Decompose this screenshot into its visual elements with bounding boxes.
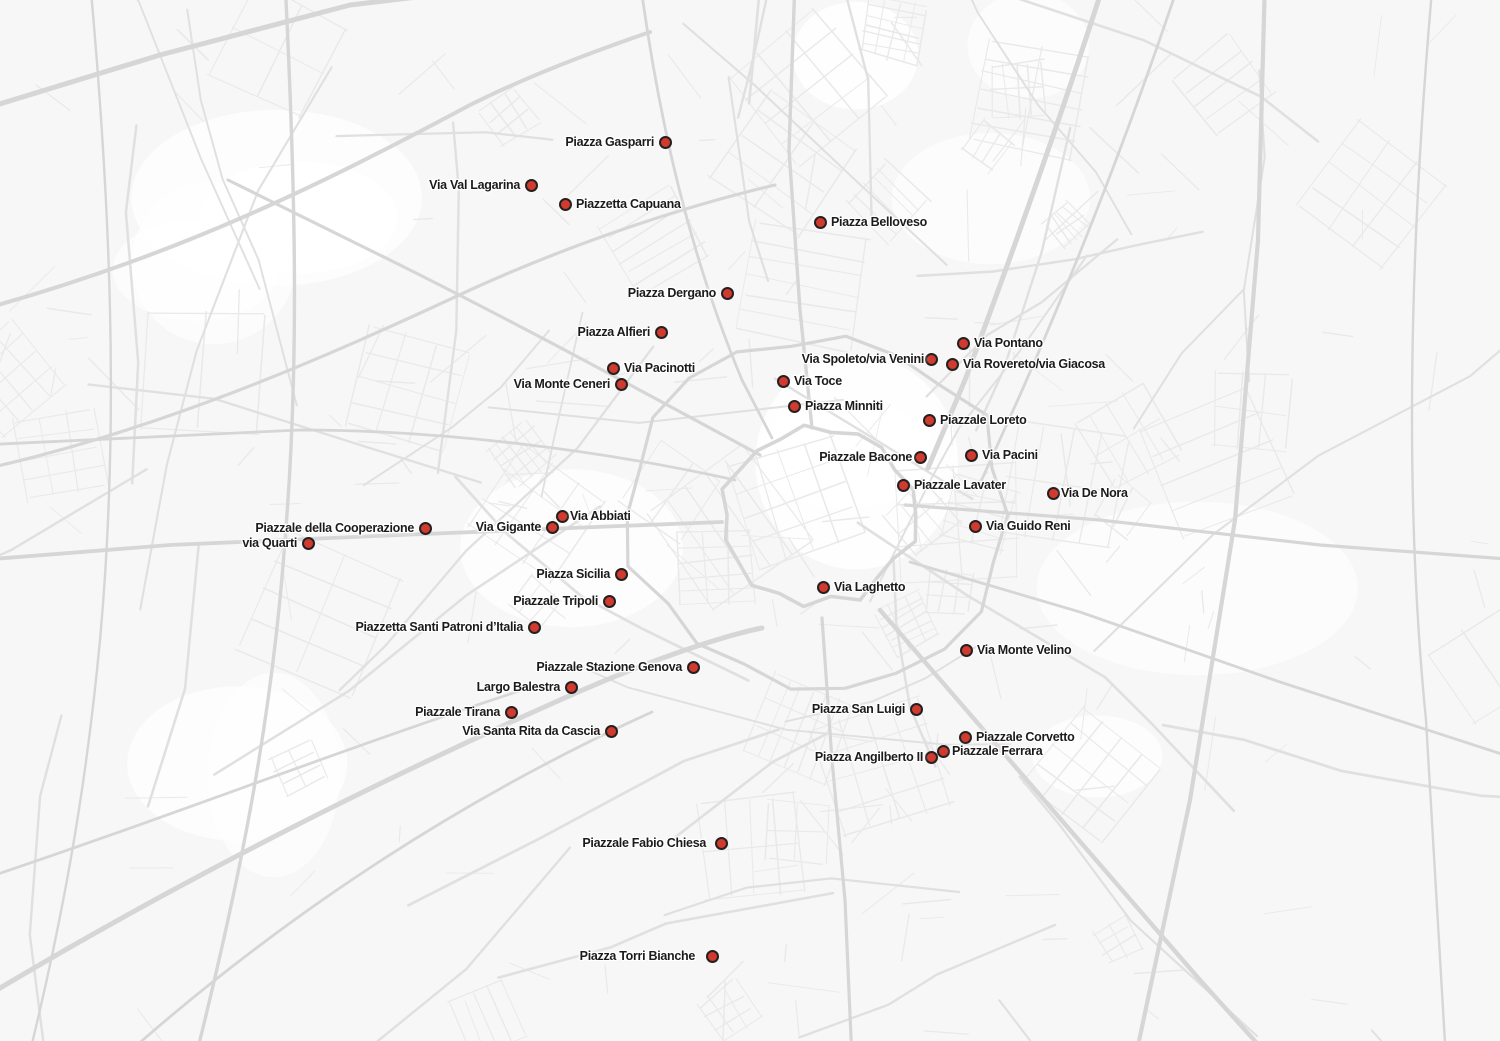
marker-label: Piazzale Corvetto [976, 730, 1075, 744]
marker-label: Via Pacini [982, 448, 1038, 462]
marker-dot-icon [615, 378, 628, 391]
marker-dot-icon [721, 287, 734, 300]
marker-label: Largo Balestra [476, 680, 560, 694]
marker-dot-icon [910, 703, 923, 716]
marker-label: Piazzale Stazione Genova [536, 660, 682, 674]
marker-dot-icon [960, 644, 973, 657]
marker-label: Piazza Sicilia [536, 567, 610, 581]
marker-label: Piazza Belloveso [831, 215, 927, 229]
marker-label: Via Pacinotti [624, 361, 695, 375]
marker-dot-icon [615, 568, 628, 581]
marker-dot-icon [923, 414, 936, 427]
marker-label: Piazzale Fabio Chiesa [582, 836, 706, 850]
marker-dot-icon [528, 621, 541, 634]
marker-dot-icon [505, 706, 518, 719]
marker-dot-icon [565, 681, 578, 694]
marker-dot-icon [965, 449, 978, 462]
marker-dot-icon [814, 216, 827, 229]
marker-dot-icon [817, 581, 830, 594]
marker-dot-icon [706, 950, 719, 963]
marker-dot-icon [302, 537, 315, 550]
marker-dot-icon [969, 520, 982, 533]
marker-label: Piazzale Tripoli [513, 594, 598, 608]
marker-label: Via Monte Velino [977, 643, 1072, 657]
marker-dot-icon [603, 595, 616, 608]
marker-label: Via Laghetto [834, 580, 906, 594]
marker-label: Via Val Lagarina [429, 178, 520, 192]
marker-dot-icon [556, 510, 569, 523]
marker-label: Piazza San Luigi [811, 702, 905, 716]
marker-label: via Quarti [242, 536, 297, 550]
marker-label: Piazza Torri Bianche [579, 949, 695, 963]
marker-label: Via Santa Rita da Cascia [462, 724, 600, 738]
marker-label: Piazzale Bacone [819, 450, 912, 464]
marker-label: Piazza Dergano [627, 286, 716, 300]
marker-label: Piazzale della Cooperazione [255, 521, 414, 535]
marker-label: Piazzale Ferrara [952, 744, 1043, 758]
marker-label: Piazza Minniti [805, 399, 883, 413]
marker-dot-icon [659, 136, 672, 149]
marker-dot-icon [959, 731, 972, 744]
marker-dot-icon [715, 837, 728, 850]
marker-dot-icon [925, 751, 938, 764]
marker-label: Piazza Angilberto II [814, 750, 923, 764]
marker-label: Via Pontano [974, 336, 1043, 350]
marker-label: Piazza Gasparri [565, 135, 654, 149]
marker-label: Via Spoleto/via Venini [801, 352, 924, 366]
marker-label: Piazzetta Capuana [576, 197, 681, 211]
marker-label: Via Monte Ceneri [513, 377, 610, 391]
marker-dot-icon [897, 479, 910, 492]
marker-label: Via Gigante [475, 520, 541, 534]
marker-dot-icon [655, 326, 668, 339]
marker-dot-icon [607, 362, 620, 375]
marker-dot-icon [937, 745, 950, 758]
marker-dot-icon [957, 337, 970, 350]
marker-label: Piazzale Tirana [415, 705, 500, 719]
marker-dot-icon [546, 521, 559, 534]
marker-label: Via De Nora [1061, 486, 1128, 500]
marker-dot-icon [914, 451, 927, 464]
marker-dot-icon [788, 400, 801, 413]
marker-label: Piazzetta Santi Patroni d’Italia [355, 620, 523, 634]
marker-label: Via Abbiati [570, 509, 631, 523]
marker-dot-icon [925, 353, 938, 366]
marker-label: Via Rovereto/via Giacosa [963, 357, 1105, 371]
marker-label: Via Toce [794, 374, 842, 388]
marker-label: Piazzale Loreto [940, 413, 1027, 427]
marker-dot-icon [1047, 487, 1060, 500]
marker-dot-icon [419, 522, 432, 535]
marker-label: Piazzale Lavater [914, 478, 1006, 492]
marker-dot-icon [946, 358, 959, 371]
marker-label: Via Guido Reni [986, 519, 1071, 533]
marker-dot-icon [559, 198, 572, 211]
marker-dot-icon [687, 661, 700, 674]
marker-dot-icon [525, 179, 538, 192]
marker-dot-icon [777, 375, 790, 388]
marker-label: Piazza Alfieri [577, 325, 650, 339]
marker-dot-icon [605, 725, 618, 738]
